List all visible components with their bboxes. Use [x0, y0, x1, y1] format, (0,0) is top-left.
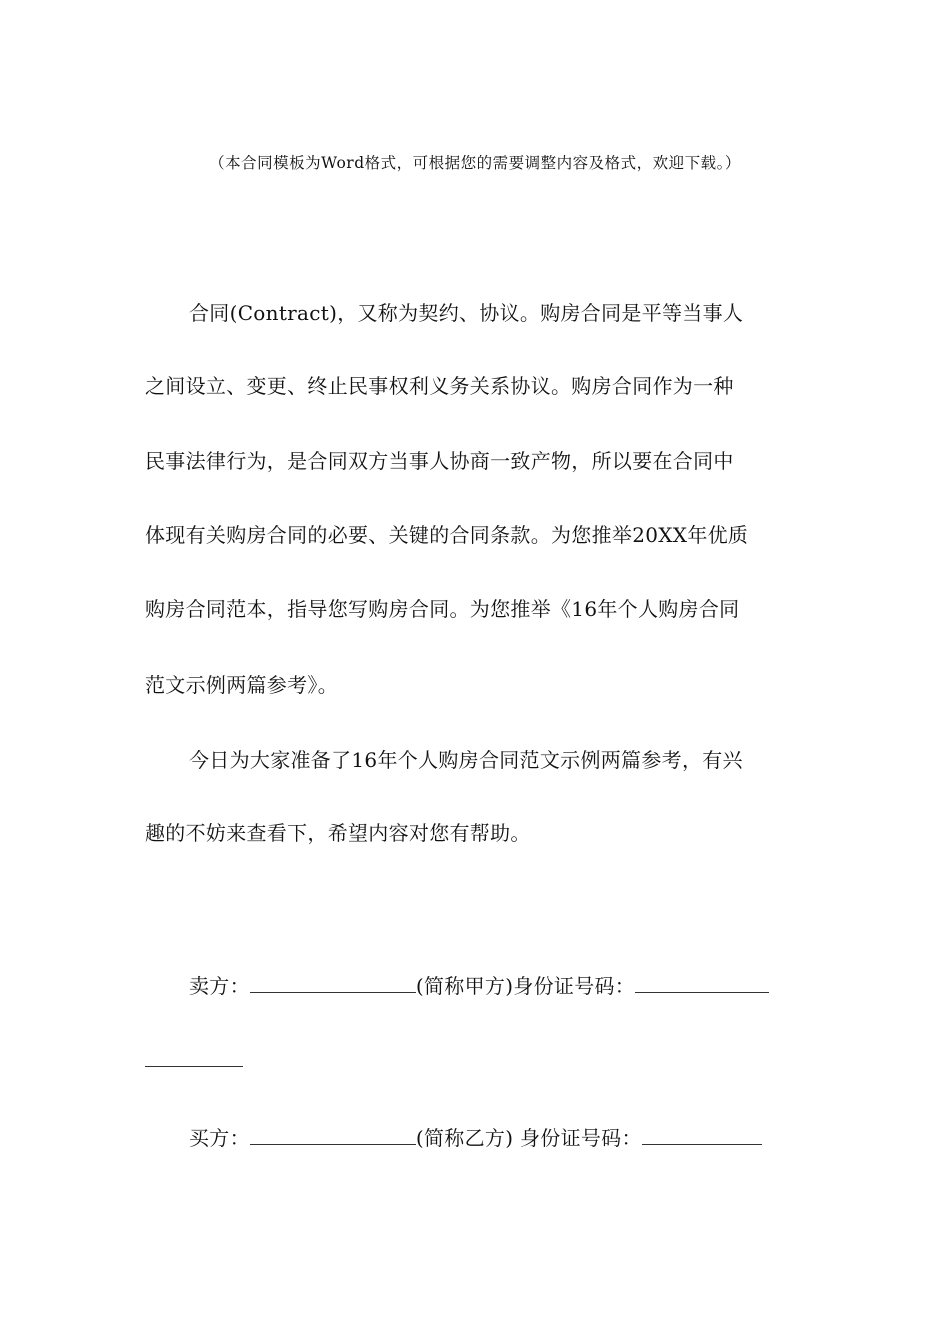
paragraph-1-line-1: 合同(Contract)，又称为契约、协议。购房合同是平等当事人 [189, 301, 744, 325]
paragraph-2-line-1: 今日为大家准备了16年个人购房合同范文示例两篇参考，有兴 [189, 748, 743, 772]
seller-label: 卖方： [189, 974, 250, 998]
seller-name-blank [250, 970, 416, 993]
paragraph-1-line-4: 体现有关购房合同的必要、关键的合同条款。为您推举20XX年优质 [145, 523, 749, 547]
seller-id-blank-continued [145, 1066, 243, 1067]
buyer-id-blank [642, 1122, 762, 1145]
buyer-line [189, 1122, 762, 1153]
seller-abbr: (简称甲方) [415, 974, 514, 998]
template-note: （本合同模板为Word格式，可根据您的需要调整内容及格式，欢迎下载。） [209, 154, 741, 172]
seller-id-label: 身份证号码： [513, 974, 636, 998]
buyer-name-blank [250, 1122, 416, 1145]
paragraph-1-line-2: 之间设立、变更、终止民事权利义务关系协议。购房合同作为一种 [145, 374, 734, 398]
buyer-abbr: (简称乙方) [415, 1126, 514, 1150]
paragraph-1-line-6: 范文示例两篇参考》。 [145, 673, 338, 697]
buyer-id-label: 身份证号码： [513, 1126, 642, 1150]
seller-id-blank [635, 970, 769, 993]
paragraph-2-line-2: 趣的不妨来查看下，希望内容对您有帮助。 [145, 821, 531, 845]
paragraph-1-line-5: 购房合同范本，指导您写购房合同。为您推举《16年个人购房合同 [145, 597, 740, 621]
seller-line [189, 970, 769, 1001]
buyer-label: 买方： [189, 1126, 250, 1150]
paragraph-1-line-3: 民事法律行为，是合同双方当事人协商一致产物，所以要在合同中 [145, 449, 734, 473]
